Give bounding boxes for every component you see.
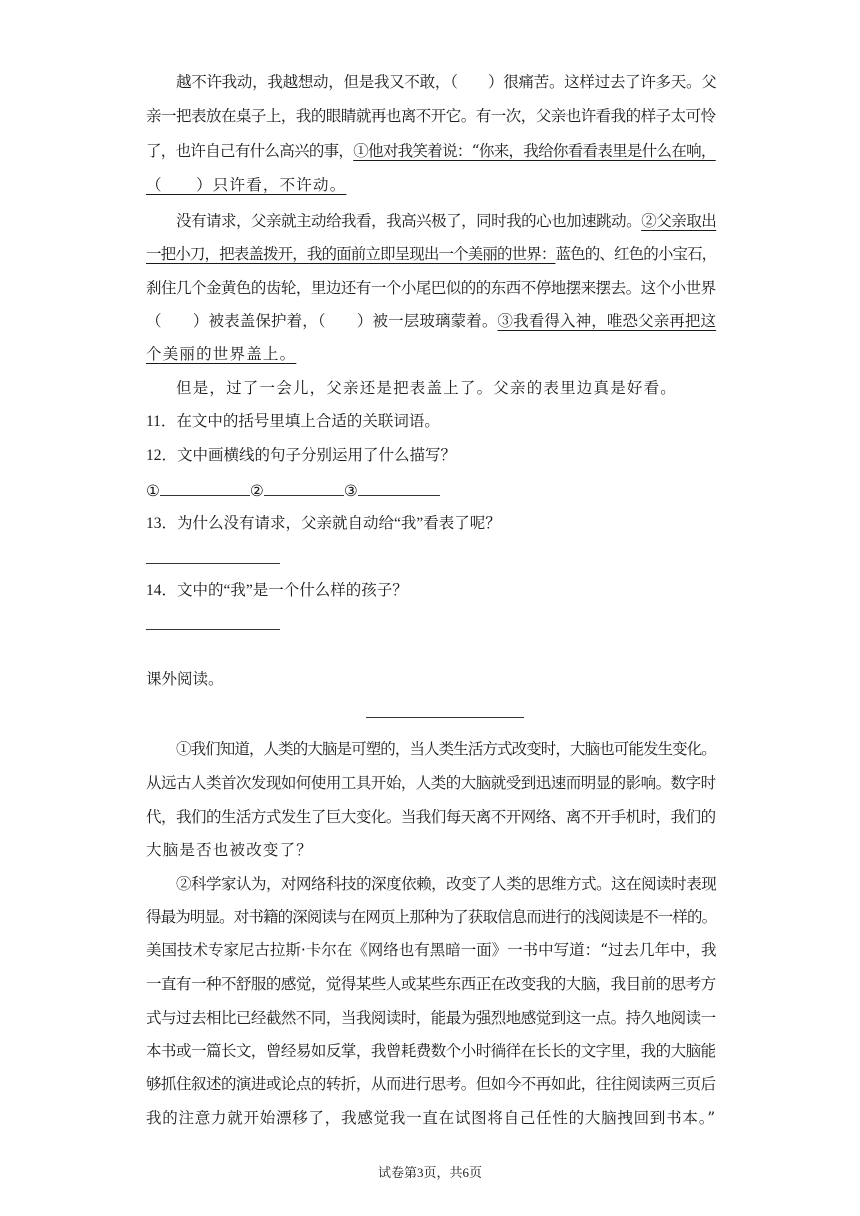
passage1-p1-line2: 亲一把表放在桌子上，我的眼睛就再也离不开它。有一次，父亲也许看我的样子太可怜 bbox=[146, 107, 716, 125]
passage1-p2-line4 bbox=[146, 310, 716, 332]
question-13: 13．为什么没有请求，父亲就自动给“我”看表了呢？ bbox=[146, 515, 501, 532]
passage2-p1-line1: ①我们知道，人类的大脑是可塑的，当人类生活方式改变时，大脑也可能发生变化。 bbox=[176, 740, 716, 758]
passage2-p1-line3: 代，我们的生活方式发生了巨大变化。当我们每天离不开网络、离不开手机时，我们的 bbox=[146, 808, 716, 826]
passage2-p2-line8: 我的注意力就开始漂移了，我感觉我一直在试图将自己任性的大脑拽回到书本。” bbox=[146, 1109, 716, 1127]
passage2-p2-line1: ②科学家认为，对网络科技的深度依赖，改变了人类的思维方式。这在阅读时表现 bbox=[176, 875, 717, 893]
passage2-p1-line2: 从远古人类首次发现如何使用工具开始，人类的大脑就受到迅速而明显的影响。数字时 bbox=[146, 774, 716, 792]
answer-mark-2: ② bbox=[249, 483, 264, 500]
answer-blank-1[interactable] bbox=[160, 479, 250, 496]
underlined-sentence-1-part2: （ ）只许看，不许动。 bbox=[146, 176, 347, 194]
passage1-p2-line2 bbox=[146, 243, 716, 265]
question-12: 12．文中画横线的句子分别运用了什么描写？ bbox=[146, 447, 457, 464]
passage1-p2-line1-plain: 没有请求，父亲就主动给我看，我高兴极了，同时我的心也加速跳动。 bbox=[176, 212, 642, 230]
passage1-p1-line1: 越不许我动，我越想动，但是我又不敢，（ ）很痛苦。这样过去了许多天。父 bbox=[176, 73, 717, 91]
passage2-p2-line3: 美国技术专家尼古拉斯·卡尔在《网络也有黑暗一面》一书中写道：“过去几年中，我 bbox=[146, 941, 717, 959]
passage2-p2-line7: 够抓住叙述的演进或论点的转折，从而进行思考。但如今不再如此，往往阅读两三页后 bbox=[146, 1075, 716, 1093]
underlined-sentence-2-part1: ②父亲取出 bbox=[641, 212, 717, 230]
passage2-p1-line4: 大脑是否也被改变了？ bbox=[146, 841, 314, 859]
passage2-p2-line2: 得最为明显。对书籍的深阅读与在网页上那种为了获取信息而进行的浅阅读是不一样的。 bbox=[146, 908, 717, 926]
answer-mark-3: ③ bbox=[343, 483, 358, 500]
page-footer: 试卷第3页，共6页 bbox=[377, 1165, 482, 1180]
answer-mark-1: ① bbox=[146, 483, 160, 500]
passage1-p3: 但是，过了一会儿，父亲还是把表盖上了。父亲的表里边真是好看。 bbox=[176, 379, 678, 397]
question-11: 11．在文中的括号里填上合适的关联词语。 bbox=[146, 413, 440, 430]
passage1-p1-line3-plain: 了，也许自己有什么高兴的事， bbox=[146, 142, 354, 160]
passage2-p2-line6: 本书或一篇长文，曾经易如反掌，我曾耗费数个小时徜徉在长长的文字里，我的大脑能 bbox=[146, 1042, 716, 1060]
question-12-answer-row bbox=[146, 479, 440, 503]
underlined-sentence-3-part1: ③我看得入神，唯恐父亲再把这 bbox=[497, 312, 717, 330]
answer-blank-2[interactable] bbox=[264, 479, 344, 496]
underlined-sentence-1-part1: ①他对我笑着说：“你来，我给你看看表里是什么在响， bbox=[353, 142, 716, 160]
answer-line-13[interactable] bbox=[146, 563, 280, 564]
underlined-sentence-2-part2: 一把小刀，把表盖拨开，我的面前立即呈现出一个美丽的世界： bbox=[146, 245, 556, 263]
passage1-p2-line2-plain: 蓝色的、红色的小宝石， bbox=[555, 245, 717, 263]
passage1-p2-line3: 刹住几个金黄色的齿轮，里边还有一个小尾巴似的的东西不停地摆来摆去。这个小世界 bbox=[146, 279, 716, 297]
question-14: 14．文中的“我”是一个什么样的孩子？ bbox=[146, 582, 408, 599]
underlined-sentence-3-part2: 个美丽的世界盖上。 bbox=[146, 345, 297, 363]
answer-blank-3[interactable] bbox=[358, 479, 440, 496]
passage1-p2-line1 bbox=[176, 210, 716, 232]
passage1-p2-line4-plain: （ ）被表盖保护着，（ ）被一层玻璃蒙着。 bbox=[146, 312, 498, 330]
passage2-p2-line4: 一直有一种不舒服的感觉，觉得某些人或某些东西正在改变我的大脑，我目前的思考方 bbox=[146, 975, 716, 993]
passage2-p2-line5: 式与过去相比已经截然不同，当我阅读时，能最为强烈地感觉到这一点。持久地阅读一 bbox=[146, 1009, 716, 1027]
section-title-extracurricular: 课外阅读。 bbox=[146, 671, 224, 688]
answer-line-14[interactable] bbox=[146, 629, 280, 630]
title-blank-line[interactable] bbox=[366, 717, 524, 718]
passage1-p1-line3 bbox=[146, 140, 716, 162]
